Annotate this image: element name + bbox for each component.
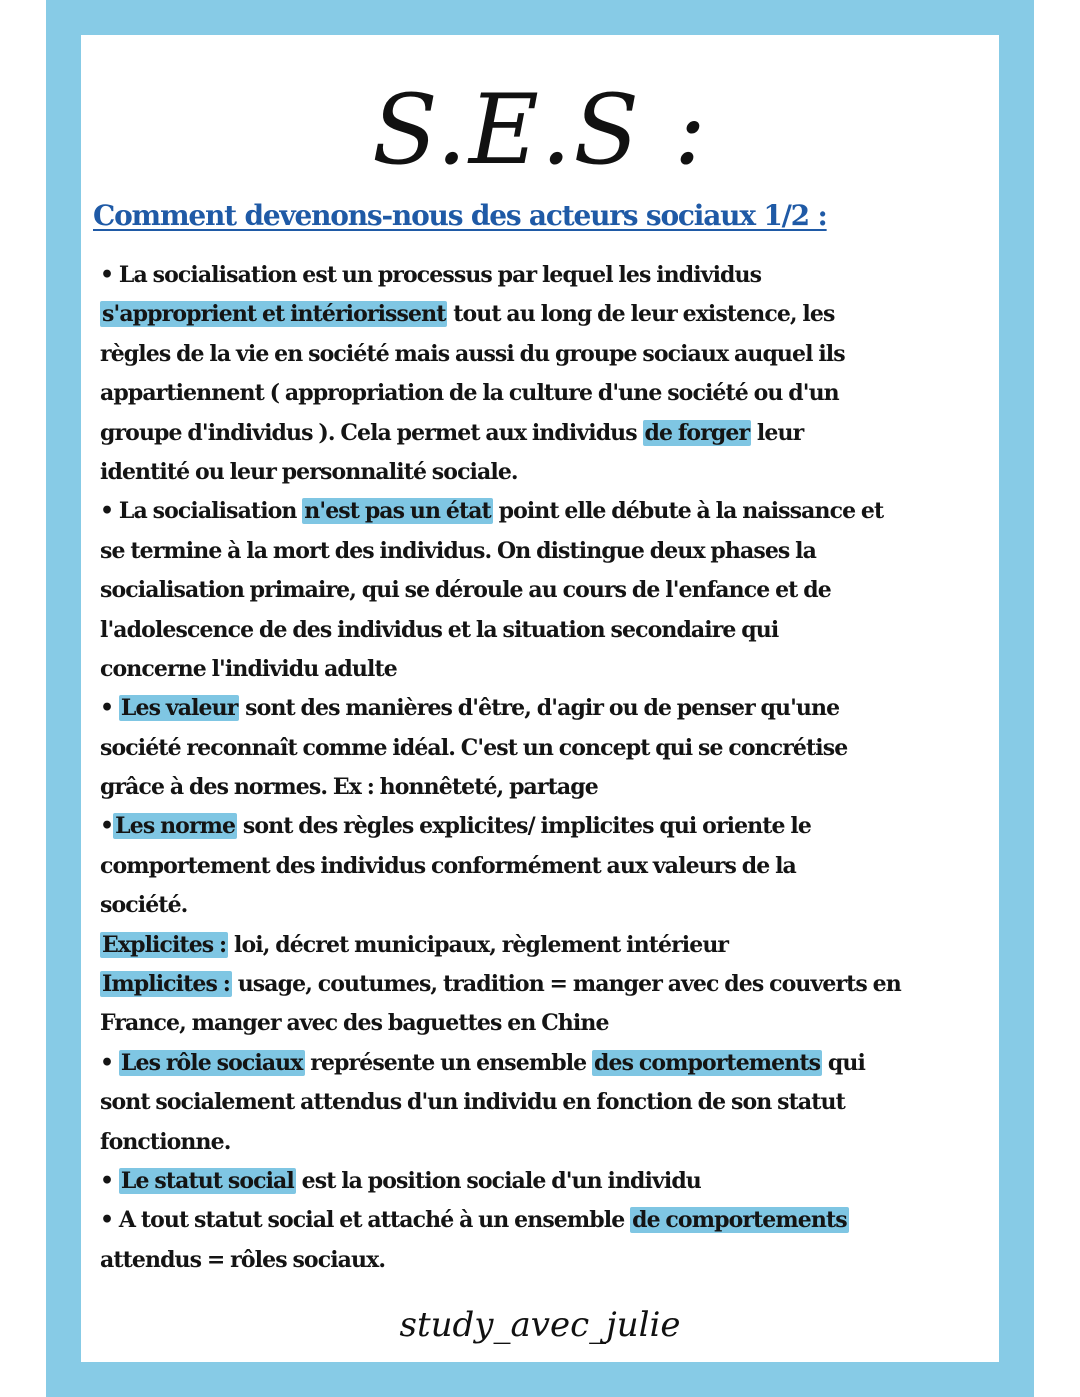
section-heading: Comment devenons-nous des acteurs sociaux 1/2 : [93,199,827,232]
highlighted-term: Les valeur [120,695,238,722]
highlighted-term: s'approprient et intériorissent [102,301,446,328]
text-line: France, manger avec des baguettes en Chine [100,1010,609,1037]
highlighted-term: de comportements [632,1207,847,1234]
author-signature: study_avec_julie [399,1305,681,1345]
text-line: groupe d'individus ). Cela permet aux individus de forger leur [100,419,804,446]
text-line: identité ou leur personnalité sociale. [100,458,518,485]
highlighted-term: n'est pas un état [304,498,491,525]
text-line: se termine à la mort des individus. On distingue deux phases la [100,537,816,564]
text-line: Implicites : usage, coutumes, tradition = manger avec des couverts en [102,971,901,998]
text-line: • Les valeur sont des manières d'être, d'agir ou de penser qu'une [100,695,840,722]
text-line: • La socialisation n'est pas un état point elle débute à la naissance et [100,498,884,525]
text-line: • La socialisation est un processus par lequel les individus [100,262,762,288]
note-sheet [81,35,999,1362]
highlighted-term: Explicites : [102,931,227,958]
text-line: société reconnaît comme idéal. C'est un concept qui se concrétise [100,734,848,761]
text-line: Explicites : loi, décret municipaux, règlement intérieur [102,931,729,958]
highlighted-term: Les norme [115,813,236,840]
text-line: grâce à des normes. Ex : honnêteté, partage [100,774,598,801]
highlighted-term: Le statut social [120,1167,294,1194]
text-line: attendus = rôles sociaux. [100,1246,386,1273]
page-title: S.E.S : [371,74,709,186]
highlighted-term: Implicites : [102,971,230,998]
text-line: comportement des individus conformément aux valeurs de la [100,852,796,879]
text-line: s'approprient et intériorissent tout au long de leur existence, les [102,301,835,328]
highlighted-term: de forger [644,419,750,446]
text-line: socialisation primaire, qui se déroule au cours de l'enfance et de [100,577,831,604]
highlighted-term: des comportements [594,1049,821,1076]
text-line: règles de la vie en société mais aussi du groupe sociaux auquel ils [100,340,845,367]
text-line: l'adolescence de des individus et la situation secondaire qui [100,616,779,643]
highlighted-term: Les rôle sociaux [120,1049,303,1076]
text-line: sont socialement attendus d'un individu en fonction de son statut [100,1089,845,1116]
text-line: • Les rôle sociaux représente un ensemble des comportements qui [100,1049,865,1076]
text-line: • Le statut social est la position sociale d'un individu [100,1167,701,1194]
text-line: •Les norme sont des règles explicites/ implicites qui oriente le [100,813,811,840]
text-line: appartiennent ( appropriation de la culture d'une société ou d'un [100,380,839,407]
text-line: société. [100,892,188,919]
text-line: • A tout statut social et attaché à un ensemble de comportements [100,1207,847,1234]
text-line: concerne l'individu adulte [100,655,397,682]
text-line: fonctionne. [100,1128,231,1155]
notes-body [100,256,995,1280]
